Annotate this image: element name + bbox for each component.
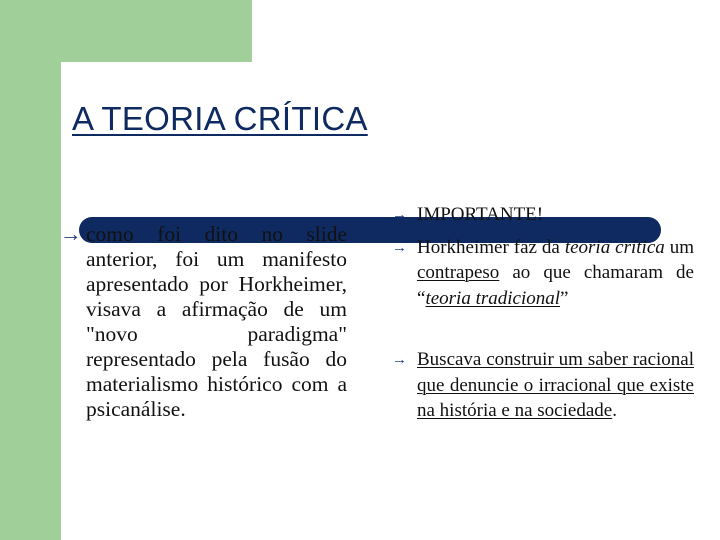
bullet-buscava-underlined-text: Buscava construir um saber racional que denuncie o irracional que existe na história e na sociedade <box>417 349 694 421</box>
bullet-buscava-period: . <box>612 400 617 421</box>
slide-title: A TEORIA CRÍTICA <box>72 100 368 137</box>
bullet-horkheimer-text-1: Horkheimer faz da <box>417 236 565 258</box>
bullet-importante-text: IMPORTANTE! <box>417 204 544 225</box>
bullet-importante <box>392 202 694 228</box>
bullet-horkheimer-text-3: ao que chamaram de “ <box>417 262 694 309</box>
left-bullet-text: como foi dito no slide anterior, foi um manifesto apresentado por Horkheimer, visava a afirmação de um "novo paradigma" representado pela fusão do materialismo histórico com a psicanálise. <box>86 222 347 421</box>
bullet-horkheimer-closing-quote: ” <box>560 287 569 309</box>
arrow-bullet-icon: → <box>60 222 82 246</box>
right-column <box>392 202 694 424</box>
bullet-horkheimer-italic-teoria-tradicional: teoria tradicional <box>425 287 561 309</box>
bullet-horkheimer <box>392 235 694 312</box>
left-bullet <box>60 222 347 422</box>
arrow-bullet-icon: → <box>392 207 407 223</box>
decorative-green-strip-left <box>0 0 61 540</box>
arrow-bullet-icon: → <box>392 352 407 368</box>
bullet-horkheimer-text-2: um <box>664 236 695 258</box>
bullet-buscava <box>392 347 694 424</box>
bullet-horkheimer-italic-teoria-critica: teoria crítica <box>564 236 665 258</box>
bullet-horkheimer-underlined-contrapeso: contrapeso <box>417 262 500 283</box>
arrow-bullet-icon: → <box>392 239 407 256</box>
left-column <box>60 222 347 422</box>
